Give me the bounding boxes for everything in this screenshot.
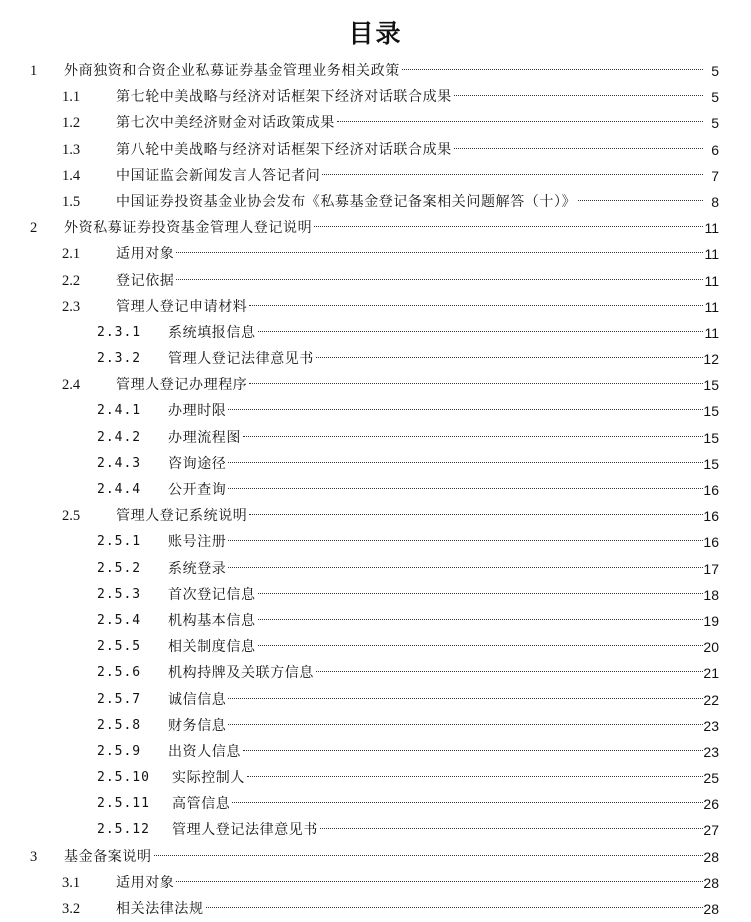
toc-entry[interactable]: [0, 634, 751, 660]
toc-entry[interactable]: [0, 163, 751, 189]
toc-dot-leader: [249, 514, 703, 515]
toc-dot-leader: [454, 148, 703, 149]
toc-entry-title[interactable]: 管理人登记办理程序: [116, 377, 248, 394]
toc-dot-leader: [249, 305, 703, 306]
toc-entry-title[interactable]: 机构持牌及关联方信息: [168, 665, 314, 682]
toc-dot-leader: [258, 593, 703, 594]
toc-entry-number: 2.5.6: [97, 665, 142, 681]
toc-entry-body: [116, 896, 719, 922]
toc-entry-page-number[interactable]: 27: [703, 822, 719, 839]
toc-entry-page-number[interactable]: 15: [703, 455, 719, 472]
toc-entry-body: [116, 268, 719, 294]
toc-entry-body: [168, 739, 719, 765]
toc-entry-number: 3: [30, 848, 38, 865]
toc-entry-body: [116, 84, 719, 110]
toc-dot-leader: [232, 802, 703, 803]
toc-entry[interactable]: [0, 765, 751, 791]
toc-entry-title[interactable]: 相关法律法规: [116, 901, 204, 917]
toc-entry[interactable]: [0, 58, 751, 84]
toc-entry-number: 3.1: [62, 874, 81, 891]
toc-dot-leader: [316, 357, 703, 358]
toc-entry-body: [168, 713, 719, 739]
toc-entry-body: [116, 372, 719, 398]
toc-entry-page-number[interactable]: 16: [703, 534, 719, 551]
toc-entry-title[interactable]: 中国证监会新闻发言人答记者问: [116, 167, 321, 184]
toc-dot-leader: [316, 671, 703, 672]
toc-entry[interactable]: [0, 870, 751, 896]
toc-entry-title[interactable]: 出资人信息: [168, 743, 241, 760]
toc-entry-body: [116, 189, 719, 215]
toc-entry-number: 1.4: [62, 167, 81, 184]
toc-entry-page-number[interactable]: 28: [703, 901, 719, 917]
toc-entry-page-number[interactable]: 28: [703, 874, 719, 891]
toc-entry-page-number[interactable]: 15: [703, 377, 719, 394]
toc-entry-page-number[interactable]: 20: [703, 639, 719, 656]
toc-entry-body: [116, 294, 719, 320]
toc-entry-page-number[interactable]: 23: [703, 743, 719, 760]
toc-entry-number: 2: [30, 220, 38, 237]
toc-entry-number: 2.4.3: [97, 455, 142, 471]
toc-entry-number: 3.2: [62, 901, 81, 917]
toc-entry[interactable]: [0, 346, 751, 372]
toc-entry-page-number[interactable]: 21: [703, 665, 719, 682]
toc-entry-page-number[interactable]: 15: [703, 403, 719, 420]
toc-entry-number: 2.5.9: [97, 743, 142, 759]
toc-entry-number: 2.5.5: [97, 639, 142, 655]
toc-entry-number: 2.3: [62, 298, 81, 315]
toc-entry-title[interactable]: 系统填报信息: [168, 324, 256, 341]
toc-entry-body: [168, 346, 719, 372]
toc-entry-number: 2.4.2: [97, 429, 142, 445]
toc-entry-title[interactable]: 诚信信息: [168, 691, 227, 708]
toc-entry-title[interactable]: 管理人登记申请材料: [116, 298, 248, 315]
toc-entry-title[interactable]: 适用对象: [116, 246, 175, 263]
toc-dot-leader: [228, 409, 703, 410]
toc-entry[interactable]: [0, 268, 751, 294]
toc-entry-body: [168, 451, 719, 477]
toc-dot-leader: [228, 724, 703, 725]
toc-dot-leader: [228, 488, 703, 489]
toc-entry-number: 2.5.2: [97, 560, 142, 576]
toc-entry-title[interactable]: 咨询途径: [168, 455, 227, 472]
toc-entry-body: [168, 477, 719, 503]
toc-dot-leader: [322, 174, 703, 175]
toc-entry[interactable]: [0, 84, 751, 110]
toc-entry[interactable]: [0, 137, 751, 163]
toc-entry-page-number[interactable]: 16: [703, 482, 719, 498]
toc-entry-title[interactable]: 高管信息: [172, 796, 231, 813]
toc-entry-body: [116, 241, 719, 267]
toc-dot-leader: [228, 462, 703, 463]
toc-entry-number: 2.5.1: [97, 534, 142, 550]
toc-entry-page-number[interactable]: 11: [704, 298, 719, 315]
toc-entry-page-number[interactable]: 5: [711, 115, 719, 132]
toc-entry-title[interactable]: 相关制度信息: [168, 639, 256, 656]
toc-entry-title[interactable]: 财务信息: [168, 717, 227, 734]
toc-entry[interactable]: [0, 713, 751, 739]
toc-entry-title[interactable]: 实际控制人: [172, 770, 245, 787]
toc-entry[interactable]: [0, 687, 751, 713]
toc-entry-number: 2.5.12: [97, 822, 150, 838]
toc-entry[interactable]: [0, 660, 751, 686]
toc-entry-title[interactable]: 系统登录: [168, 560, 227, 577]
toc-entry[interactable]: [0, 241, 751, 267]
toc-entry-page-number[interactable]: 18: [703, 586, 719, 603]
toc-entry-number: 2.5.11: [97, 796, 150, 812]
toc-entry-title[interactable]: 外资私募证券投资基金管理人登记说明: [64, 220, 313, 237]
toc-entry[interactable]: [0, 791, 751, 817]
toc-entry-page-number[interactable]: 17: [703, 560, 719, 577]
toc-entry-number: 2.4.1: [97, 403, 142, 419]
toc-entry-title[interactable]: 机构基本信息: [168, 612, 256, 629]
toc-dot-leader: [249, 383, 703, 384]
toc-entry-title[interactable]: 第八轮中美战略与经济对话框架下经济对话联合成果: [116, 141, 452, 158]
toc-dot-leader: [258, 645, 703, 646]
toc-entry-body: [172, 817, 719, 843]
toc-entry-page-number[interactable]: 15: [703, 429, 719, 446]
toc-entry[interactable]: [0, 215, 751, 241]
toc-entry-number: 2.4.4: [97, 482, 142, 497]
toc-entry-page-number[interactable]: 11: [704, 246, 719, 263]
toc-dot-leader: [243, 750, 703, 751]
toc-entry-title[interactable]: 第七轮中美战略与经济对话框架下经济对话联合成果: [116, 89, 452, 106]
toc-entry-page-number[interactable]: 5: [711, 63, 719, 79]
toc-dot-leader: [176, 252, 703, 253]
toc-entry-title[interactable]: 账号注册: [168, 534, 227, 551]
toc-entry-number: 2.2: [62, 272, 81, 289]
toc-entry-page-number[interactable]: 11: [704, 324, 719, 341]
toc-entry-page-number[interactable]: 22: [703, 691, 719, 708]
toc-entry-body: [116, 870, 719, 896]
toc-entry-body: [168, 660, 719, 686]
toc-entry[interactable]: [0, 320, 751, 346]
toc-entry-body: [64, 58, 719, 84]
toc-entry-body: [168, 398, 719, 424]
toc-entry[interactable]: [0, 556, 751, 582]
toc-entry[interactable]: [0, 398, 751, 424]
toc-entry-page-number[interactable]: 11: [704, 220, 719, 237]
toc-entry-body: [168, 425, 719, 451]
toc-entry-number: 2.5.4: [97, 612, 142, 628]
toc-entry-number: 1.2: [62, 115, 81, 132]
toc-entry-body: [172, 791, 719, 817]
toc-entry-page-number[interactable]: 8: [711, 193, 719, 210]
toc-entry-title[interactable]: 首次登记信息: [168, 586, 256, 603]
toc-entry[interactable]: [0, 294, 751, 320]
toc-entry-body: [64, 215, 719, 241]
toc-entry-page-number[interactable]: 16: [703, 508, 719, 525]
toc-dot-leader: [258, 331, 703, 332]
toc-entry-page-number[interactable]: 7: [711, 167, 719, 184]
toc-entry-number: 2.5.8: [97, 717, 142, 733]
toc-entry-page-number[interactable]: 26: [703, 796, 719, 813]
toc-entry-title[interactable]: 中国证券投资基金业协会发布《私募基金登记备案相关问题解答（十）》: [116, 193, 577, 210]
toc-entry[interactable]: [0, 110, 751, 136]
toc-dot-leader: [337, 121, 703, 122]
toc-entry-page-number[interactable]: 12: [703, 351, 719, 368]
toc-entry[interactable]: [0, 372, 751, 398]
toc-entry-title[interactable]: 登记依据: [116, 272, 175, 289]
toc-entry-number: 1: [30, 63, 38, 79]
toc-dot-leader: [176, 881, 703, 882]
toc-entry-page-number[interactable]: 23: [703, 717, 719, 734]
toc-dot-leader: [154, 855, 703, 856]
toc-entry[interactable]: [0, 425, 751, 451]
toc-entry-title[interactable]: 基金备案说明: [64, 848, 152, 865]
toc-dot-leader: [228, 540, 703, 541]
toc-entry-number: 1.5: [62, 193, 81, 210]
toc-entry-number: 2.5: [62, 508, 81, 525]
toc-entry[interactable]: [0, 844, 751, 870]
toc-dot-leader: [320, 828, 703, 829]
toc-entry-page-number[interactable]: 6: [711, 141, 719, 158]
toc-entry-body: [168, 529, 719, 555]
toc-entry-body: [116, 137, 719, 163]
toc-entry-title[interactable]: 管理人登记法律意见书: [168, 351, 314, 368]
toc-entry[interactable]: [0, 477, 751, 503]
page-title: 目录: [348, 19, 403, 48]
toc-dot-leader: [247, 776, 703, 777]
toc-entry[interactable]: [0, 896, 751, 922]
toc-entry-title[interactable]: 办理时限: [168, 403, 227, 420]
toc-entry-body: [168, 556, 719, 582]
toc-dot-leader: [454, 95, 703, 96]
toc-entry-page-number[interactable]: 19: [703, 612, 719, 629]
toc-entry-page-number[interactable]: 11: [704, 272, 719, 289]
toc-entry-number: 2.3.2: [97, 351, 142, 367]
toc-dot-leader: [402, 69, 703, 70]
toc-entry-title[interactable]: 管理人登记法律意见书: [172, 822, 318, 839]
toc-entry-page-number[interactable]: 25: [703, 770, 719, 787]
toc-entry-number: 2.4: [62, 377, 81, 394]
toc-dot-leader: [243, 436, 703, 437]
toc-entry-body: [168, 320, 719, 346]
toc-entry-title[interactable]: 适用对象: [116, 874, 175, 891]
toc-entry-body: [168, 687, 719, 713]
toc-entry-number: 2.3.1: [97, 324, 142, 340]
toc-entry[interactable]: [0, 817, 751, 843]
toc-entry[interactable]: [0, 582, 751, 608]
toc-entry-body: [168, 608, 719, 634]
toc-dot-leader: [228, 698, 703, 699]
toc-entry-body: [168, 634, 719, 660]
toc-entry-title[interactable]: 办理流程图: [168, 429, 241, 446]
toc-dot-leader: [258, 619, 703, 620]
toc-entry-body: [172, 765, 719, 791]
toc-dot-leader: [228, 567, 703, 568]
toc-entry-title[interactable]: 公开查询: [168, 482, 227, 498]
toc-entry-number: 1.1: [62, 89, 81, 106]
toc-dot-leader: [314, 226, 703, 227]
table-of-contents: [0, 58, 751, 922]
toc-dot-leader: [578, 200, 703, 201]
toc-entry-number: 2.5.10: [97, 770, 150, 786]
toc-entry[interactable]: [0, 739, 751, 765]
toc-entry-number: 2.5.3: [97, 586, 142, 602]
toc-entry-body: [116, 110, 719, 136]
toc-entry-number: 1.3: [62, 141, 81, 158]
toc-entry[interactable]: [0, 189, 751, 215]
toc-entry-body: [116, 163, 719, 189]
toc-entry-page-number[interactable]: 28: [703, 848, 719, 865]
toc-entry-title[interactable]: 管理人登记系统说明: [116, 508, 248, 525]
toc-dot-leader: [176, 279, 703, 280]
toc-entry[interactable]: [0, 529, 751, 555]
toc-dot-leader: [206, 907, 703, 908]
toc-entry-body: [64, 844, 719, 870]
toc-entry[interactable]: [0, 503, 751, 529]
toc-entry-title[interactable]: 第七次中美经济财金对话政策成果: [116, 115, 335, 132]
toc-entry-number: 2.1: [62, 246, 81, 263]
toc-entry[interactable]: [0, 608, 751, 634]
toc-entry-number: 2.5.7: [97, 691, 142, 707]
toc-entry-title[interactable]: 外商独资和合资企业私募证券基金管理业务相关政策: [64, 63, 400, 79]
toc-entry-body: [116, 503, 719, 529]
toc-entry-body: [168, 582, 719, 608]
toc-entry-page-number[interactable]: 5: [711, 89, 719, 106]
toc-entry[interactable]: [0, 451, 751, 477]
